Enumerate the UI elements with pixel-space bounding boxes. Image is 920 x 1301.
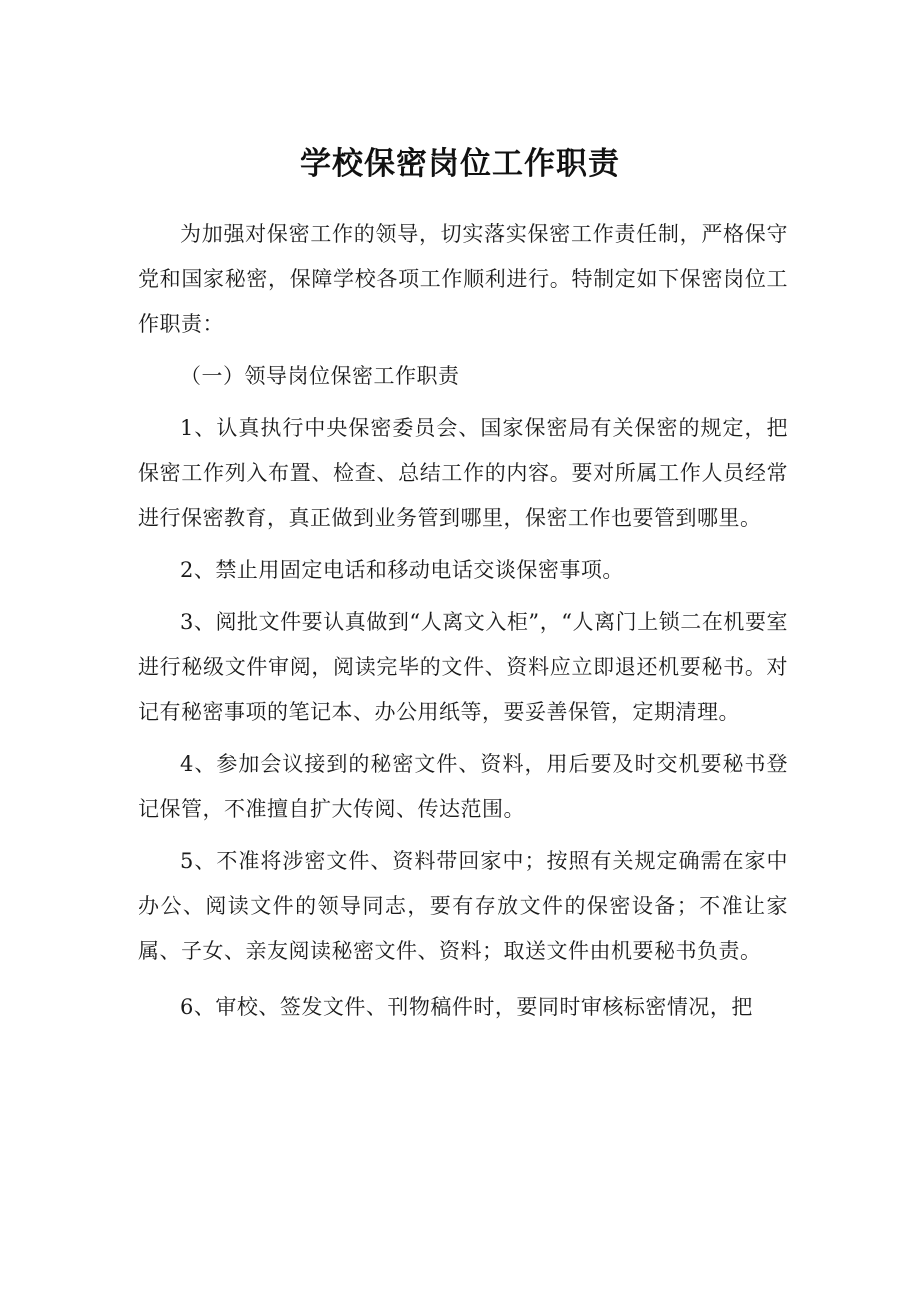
- duty-item-2: 2、禁止用固定电话和移动电话交谈保密事项。: [180, 558, 624, 582]
- intro-paragraph: 为加强对保密工作的领导，切实落实保密工作责任制，严格保守党和国家秘密，保障学校各项工作顺利进行。特制定如下保密岗位工作职责：: [138, 222, 788, 336]
- section-heading: （一）领导岗位保密工作职责: [180, 364, 460, 388]
- duty-item-4: 4、参加会议接到的秘密文件、资料，用后要及时交机要秘书登记保管，不准擅自扩大传阅、传达范围。: [138, 752, 788, 821]
- document-body: [138, 212, 788, 1030]
- document-title: 学校保密岗位工作职责: [300, 146, 620, 182]
- duty-item-1: 1、认真执行中央保密委员会、国家保密局有关保密的规定，把保密工作列入布置、检查、总结工作的内容。要对所属工作人员经常进行保密教育，真正做到业务管到哪里，保密工作也要管到哪里。: [138, 416, 788, 530]
- duty-item-6: 6、审校、签发文件、刊物稿件时，要同时审核标密情况，把: [180, 995, 753, 1019]
- duty-item-3: 3、阅批文件要认真做到“人离文入柜”，“人离门上锁二在机要室进行秘级文件审阅，阅读完毕的文件、资料应立即退还机要秘书。对记有秘密事项的笔记本、办公用纸等，要妥善保管，定期清理。: [138, 610, 788, 724]
- duty-item-5: 5、不准将涉密文件、资料带回家中；按照有关规定确需在家中办公、阅读文件的领导同志，要有存放文件的保密设备；不准让家属、子女、亲友阅读秘密文件、资料；取送文件由机要秘书负责。: [138, 849, 788, 963]
